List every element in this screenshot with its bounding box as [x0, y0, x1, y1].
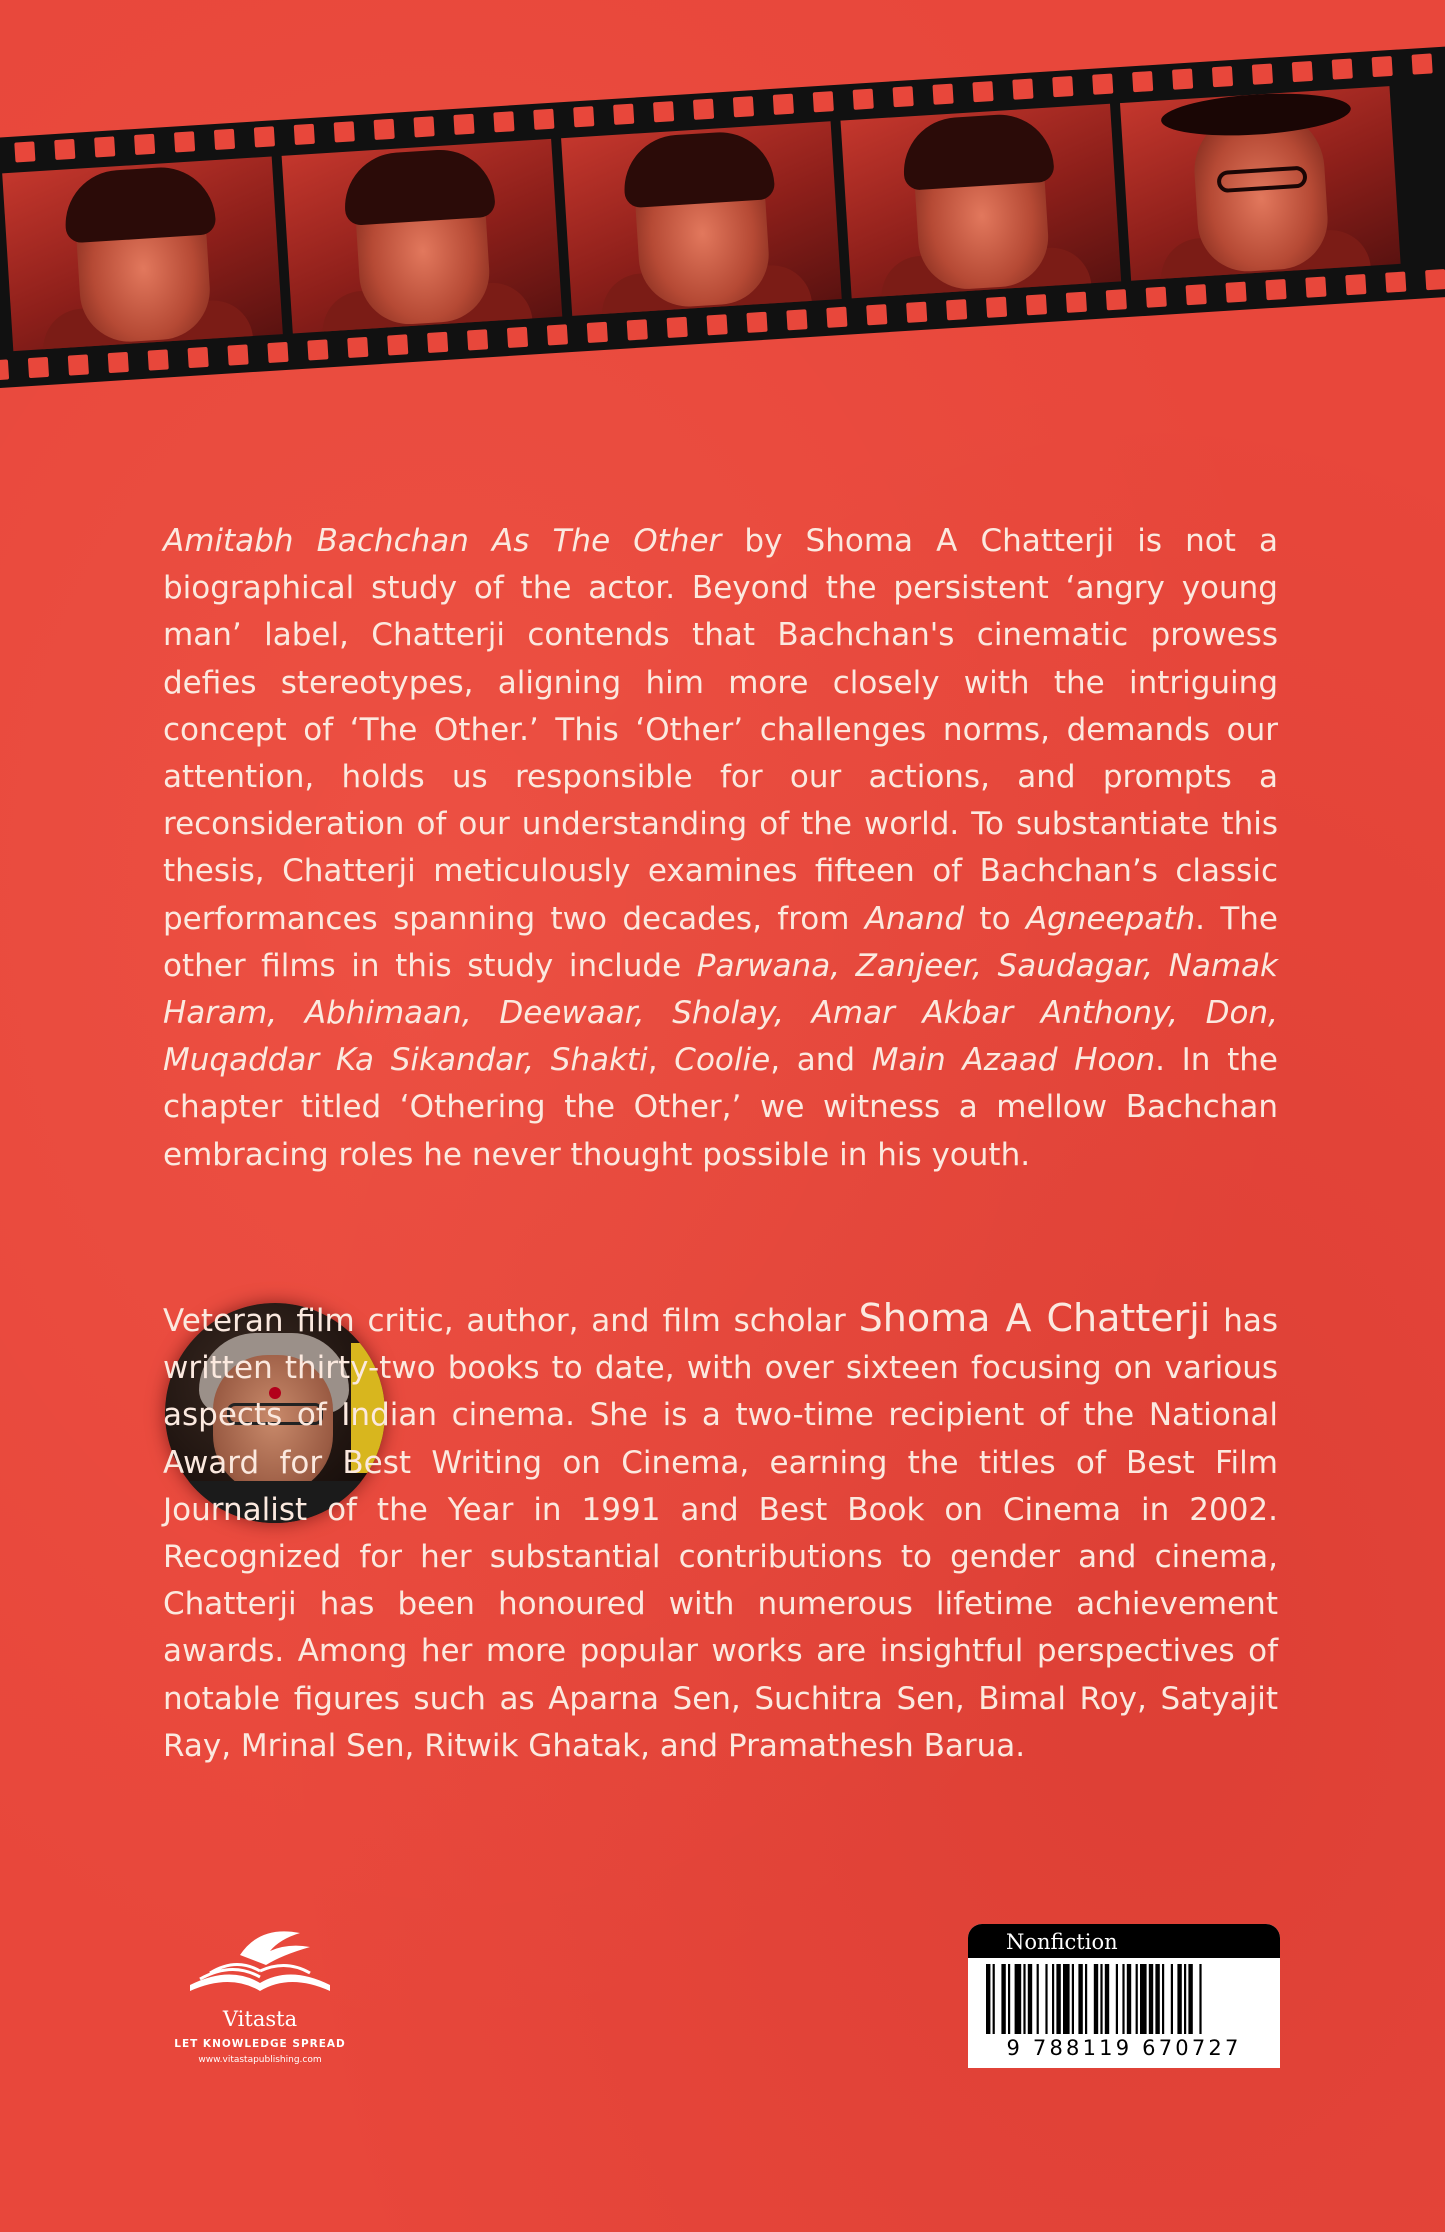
publisher-url: www.vitastapublishing.com: [198, 2055, 322, 2065]
blurb-text: by Shoma A Chatterji is not a biographical study of the actor. Beyond the persistent ‘angry young man’ label, Chatterji contends that Bachchan's cinematic prowess defies stereotypes, aligning him more closely with the intriguing concept of ‘The Other.’ This ‘Other’ challenges norms, demands our attention, holds us responsible for our actions, and prompts a reconsideration of our understanding of the world. To substantiate this thesis, Chatterji meticulously examines fifteen of Bachchan’s classic performances spanning two decades, from: [163, 523, 1279, 937]
film-perforation: [946, 299, 967, 320]
film-perforation: [334, 121, 355, 142]
barcode-bar: [1028, 1964, 1032, 2034]
barcode-bar: [1008, 1964, 1010, 2034]
film-perforation: [1172, 69, 1193, 90]
film-perforation: [347, 337, 368, 358]
barcode-bar: [1037, 1964, 1039, 2034]
film-strip: [0, 42, 1445, 389]
bio-text: has written thirty-two books to date, with over sixteen focusing on various aspects of Indian cinema. She is a two-time recipient of the National Award for Best Writing on Cinema, earning the titles of Best Film Journalist of the Year in 1991 and Best Book on Cinema in 2002. Recognized for her substantial contributions to gender and cinema, Chatterji has been honoured with numerous lifetime achievement awards. Among her more popular works are insightful perspectives of notable figures such as Aparna Sen, Suchitra Sen, Bimal Roy, Satyajit Ray, Mrinal Sen, Ritwik Ghatak, and Pramathesh Barua.: [163, 1303, 1278, 1764]
barcode-bar: [1199, 1964, 1201, 2034]
film-perforation: [613, 104, 634, 125]
film-title-list: Parwana, Zanjeer, Saudagar, Namak Haram, Abhimaan, Deewaar, Sholay, Amar Akbar Anthony, Don, Muqaddar Ka Sikandar, Shakti: [163, 947, 1278, 1079]
film-perforation: [1026, 294, 1047, 315]
isbn-barcode: [968, 1924, 1280, 2068]
barcode-bar: [1023, 1964, 1025, 2034]
film-perforation: [227, 344, 248, 365]
film-perforation: [374, 119, 395, 140]
publisher-tagline: LET KNOWLEDGE SPREAD: [174, 2038, 346, 2050]
film-perforation: [413, 116, 434, 137]
film-perforation: [786, 309, 807, 330]
barcode-bar: [1171, 1964, 1173, 2034]
film-perforation: [653, 101, 674, 122]
film-frame-4: [841, 104, 1122, 299]
film-perforation: [627, 319, 648, 340]
film-perforation: [108, 352, 129, 373]
film-perforation: [453, 114, 474, 135]
film-perforation: [307, 339, 328, 360]
blurb-text: ,: [647, 1042, 675, 1079]
film-perforation: [148, 349, 169, 370]
bio-text: Veteran film critic, author, and film scholar: [163, 1303, 859, 1339]
film-perforation: [1186, 284, 1207, 305]
blurb-text: . In the chapter titled ‘Othering the Other,’ we witness a mellow Bachchan embracing roles he never thought possible in his youth.: [163, 1042, 1278, 1173]
film-perforation: [866, 304, 887, 325]
film-perforation: [467, 329, 488, 350]
barcode-bar: [1045, 1964, 1047, 2034]
isbn-digits: 9 788119 670727: [1006, 2036, 1242, 2060]
blurb-text: , and: [770, 1042, 872, 1079]
barcode-bar: [1155, 1964, 1159, 2034]
film-perforation: [986, 297, 1007, 318]
film-perforation: [1265, 279, 1286, 300]
film-perforation: [1345, 274, 1366, 295]
barcode-bar: [993, 1964, 995, 2034]
film-perforation: [28, 357, 49, 378]
film-perforation: [1066, 292, 1087, 313]
film-perforation: [746, 312, 767, 333]
film-perforation: [1252, 63, 1273, 84]
blurb-text: . The other films in this study include: [163, 900, 1278, 984]
film-perforation: [853, 89, 874, 110]
film-title: Main Azaad Hoon: [871, 1042, 1156, 1079]
film-perforation: [533, 109, 554, 130]
film-perforation: [906, 302, 927, 323]
film-perforation: [254, 126, 275, 147]
film-perforation: [54, 139, 75, 160]
film-perforation: [1052, 76, 1073, 97]
category-label: Nonfiction: [968, 1924, 1280, 1958]
film-perforation: [1292, 61, 1313, 82]
barcode-bar: [1085, 1964, 1087, 2034]
film-perforation: [1305, 277, 1326, 298]
barcode-bar: [1063, 1964, 1070, 2034]
film-perforation: [507, 327, 528, 348]
film-perforation: [1225, 282, 1246, 303]
film-perforation: [587, 322, 608, 343]
open-book-bird-icon: [170, 1925, 350, 2005]
barcode-bar: [1015, 1964, 1022, 2034]
barcode-bar: [1177, 1964, 1181, 2034]
barcode-bar: [986, 1964, 990, 2034]
barcode-bar: [1122, 1964, 1124, 2034]
barcode-bar: [1162, 1964, 1164, 2034]
barcode-bar: [1100, 1964, 1102, 2034]
film-perforation: [773, 94, 794, 115]
film-perforation: [94, 136, 115, 157]
barcode-bar: [1140, 1964, 1147, 2034]
film-frame-5: [1120, 86, 1401, 281]
film-perforation: [1132, 71, 1153, 92]
film-perforation: [1092, 74, 1113, 95]
film-title: Coolie: [674, 1042, 771, 1079]
barcode-bars: [986, 1964, 1262, 2034]
film-perforation: [706, 314, 727, 335]
film-perforation: [893, 86, 914, 107]
film-perforation: [493, 111, 514, 132]
author-bio: [163, 1295, 1278, 1770]
film-perforation: [813, 91, 834, 112]
barcode-bar: [1149, 1964, 1153, 2034]
film-perforation: [188, 347, 209, 368]
film-perforation: [134, 134, 155, 155]
film-perforation: [174, 131, 195, 152]
barcode-bar: [1072, 1964, 1074, 2034]
film-perforation: [267, 342, 288, 363]
film-perforation: [427, 332, 448, 353]
film-perforation: [1385, 272, 1406, 293]
film-perforation: [1212, 66, 1233, 87]
film-perforation: [1372, 56, 1393, 77]
film-perforation: [0, 359, 9, 380]
barcode-bar: [1001, 1964, 1005, 2034]
barcode-bar: [1056, 1964, 1060, 2034]
film-perforation: [1012, 79, 1033, 100]
film-perforation: [826, 307, 847, 328]
film-perforation: [1412, 53, 1433, 74]
barcode-bar: [1116, 1964, 1118, 2034]
film-perforation: [14, 141, 35, 162]
film-perforation: [294, 124, 315, 145]
blurb-text: to: [964, 900, 1026, 937]
film-perforation: [693, 99, 714, 120]
book-title: Amitabh Bachchan As The Other: [163, 523, 722, 559]
publisher-name: Vitasta: [222, 2007, 298, 2031]
film-perforation: [68, 354, 89, 375]
film-frame-1: [2, 156, 283, 351]
publisher-logo: [160, 1925, 360, 2075]
barcode-bar: [1094, 1964, 1098, 2034]
barcode-bar: [1105, 1964, 1109, 2034]
barcode-bar: [1136, 1964, 1138, 2034]
barcode-bar: [1078, 1964, 1082, 2034]
film-perforation: [1425, 269, 1445, 290]
film-perforation: [667, 317, 688, 338]
film-frame-3: [561, 121, 842, 316]
barcode-bar: [1188, 1964, 1192, 2034]
barcode-bar: [1184, 1964, 1186, 2034]
film-perforation: [1146, 287, 1167, 308]
film-title: Agneepath: [1025, 900, 1196, 937]
film-perforation: [932, 84, 953, 105]
book-blurb: [163, 518, 1278, 1179]
film-frame-2: [282, 139, 563, 334]
film-perforation: [573, 106, 594, 127]
film-perforation: [1106, 289, 1127, 310]
film-perforation: [733, 96, 754, 117]
film-perforation: [214, 129, 235, 150]
film-title: Anand: [864, 900, 965, 937]
barcode-bar: [1127, 1964, 1131, 2034]
film-perforation: [547, 324, 568, 345]
film-perforation: [972, 81, 993, 102]
film-perforation: [1332, 58, 1353, 79]
film-perforation: [387, 334, 408, 355]
barcode-bar: [1052, 1964, 1054, 2034]
author-name: Shoma A Chatterji: [858, 1296, 1211, 1340]
